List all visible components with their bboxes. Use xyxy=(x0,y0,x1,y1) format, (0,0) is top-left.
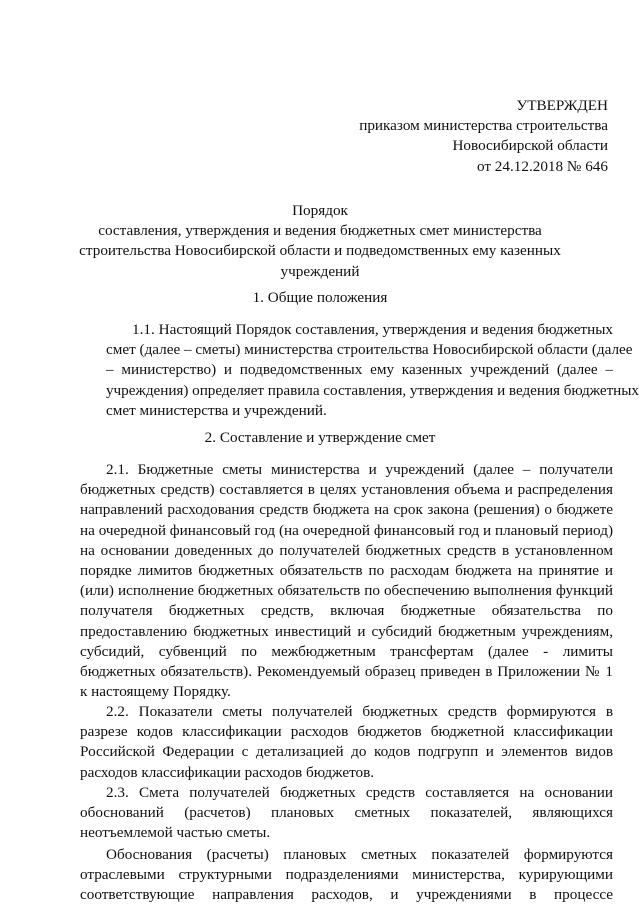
text-line: предоставлению бюджетных инвестиций и субсидий бюджетным учреждениям, xyxy=(80,622,613,640)
text-line: смет (далее – сметы) министерства строительства Новосибирской области (далее xyxy=(106,341,633,359)
text-line: учреждения) определяет правила составления, утверждения и ведения бюджетных xyxy=(106,381,639,399)
text-line: 1.1. Настоящий Порядок составления, утверждения и ведения бюджетных xyxy=(132,321,613,338)
text-line: Обоснования (расчеты) плановых сметных показателей формируются xyxy=(106,846,613,863)
text-line: на очередной финансовый год (на очередной финансовый год и плановый период) xyxy=(80,521,613,539)
text-line: неотъемлемой частью сметы. xyxy=(80,824,271,842)
text-line: к настоящему Порядку. xyxy=(80,683,231,701)
text-line: обоснований (расчетов) плановых сметных показателей, являющихся xyxy=(80,804,613,822)
text-line: смет министерства и учреждений. xyxy=(106,401,327,419)
approval-stamp xyxy=(308,96,608,177)
text-line: – министерство) и подведомственных ему казенных учреждений (далее – xyxy=(106,361,613,379)
paragraph-2-1 xyxy=(80,460,613,702)
text-line: порядке лимитов бюджетных обязательств по расходам бюджета на принятие и xyxy=(80,562,613,580)
text-line: Российской Федерации с детализацией до кодов подгрупп и элементов видов xyxy=(80,743,613,761)
text-line: 2.2. Показатели сметы получателей бюджетных средств формируются в xyxy=(106,703,613,720)
paragraph-2-2 xyxy=(80,702,613,783)
text-line: расходов классификации расходов бюджетов. xyxy=(80,763,375,781)
text-line: разрезе кодов классификации расходов бюджетов бюджетной классификации xyxy=(80,723,613,741)
text-line: отраслевыми структурными подразделениями министерства, курирующими xyxy=(80,866,613,884)
approval-date: от 24.12.2018 № 646 xyxy=(476,157,608,175)
text-line: (или) исполнение бюджетных обязательств по обеспечению выполнения функций xyxy=(80,582,613,600)
text-line: на основании доведенных до получателей бюджетных средств в установленном xyxy=(80,541,613,559)
section-2-heading: 2. Составление и утверждение смет xyxy=(204,429,436,446)
title-line: строительства Новосибирской области и подведомственных ему казенных xyxy=(79,242,561,260)
title-line: составления, утверждения и ведения бюджетных смет министерства xyxy=(98,222,542,240)
text-line: соответствующие направления расходов, и учреждениями в процессе xyxy=(80,886,613,904)
paragraph-1-1 xyxy=(80,320,639,421)
document-title xyxy=(60,201,580,282)
text-line: бюджетных обязательств). Рекомендуемый образец приведен в Приложении № 1 xyxy=(80,663,613,681)
text-line: получателя бюджетных средств, включая бюджетные обязательства по xyxy=(80,602,613,620)
approval-region: Новосибирской области xyxy=(452,137,608,155)
text-line: направлений расходования средств бюджета на срок закона (решения) о бюджете xyxy=(80,501,613,519)
text-line: бюджетных средств) составляется в целях установления объема и распределения xyxy=(80,481,613,499)
text-line: 2.1. Бюджетные сметы министерства и учреждений (далее – получатели xyxy=(106,461,613,478)
paragraph-2-3 xyxy=(80,783,613,844)
paragraph xyxy=(80,320,639,421)
text-line: субсидий, субвенций по межбюджетным трансфертам (далее - лимиты xyxy=(80,642,613,660)
section-1-heading: 1. Общие положения xyxy=(252,289,388,306)
approval-title: УТВЕРЖДЕН xyxy=(516,97,608,114)
title-heading: Порядок xyxy=(292,202,348,219)
title-line: учреждений xyxy=(280,262,360,280)
approval-order: приказом министерства строительства xyxy=(359,117,608,135)
paragraph-2-4 xyxy=(80,845,613,906)
text-line: 2.3. Смета получателей бюджетных средств составляется на основании xyxy=(106,784,613,801)
